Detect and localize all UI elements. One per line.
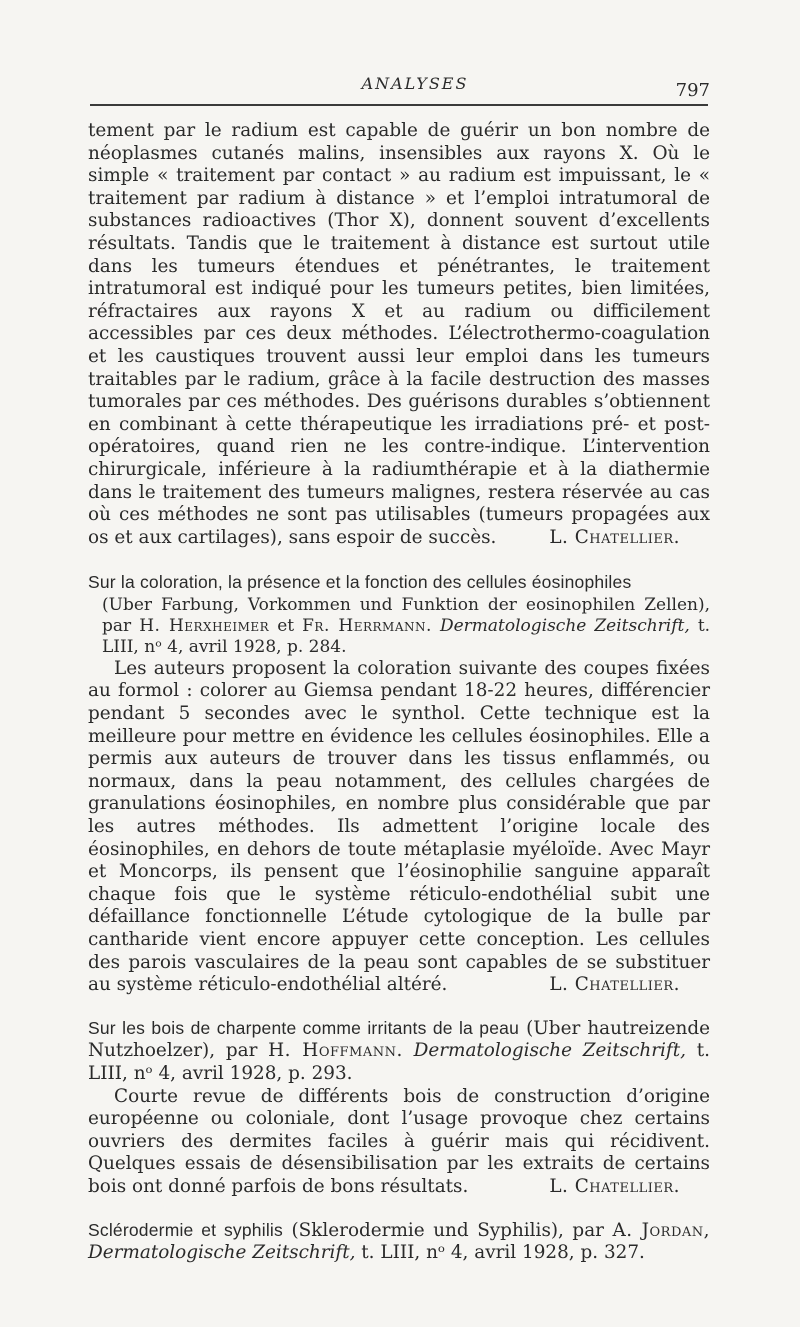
review-eosinophiles bbox=[88, 571, 710, 997]
paragraph-text: tement par le radium est capable de guérir un bon nombre de néoplasmes cutanés malins, insensibles aux rayons X. Où le simple « traitement par contact » au radium est impuissant, le « traitement par radium à distance » et l’emploi intratumoral de substances radioactives (Thor X), donnent souvent d’excellents résultats. Tandis que le traitement à distance est surtout utile dans les tumeurs étendues et pénétrantes, le traitement intratumoral est indiqué pour les tumeurs petites, bien limitées, réfractaires aux rayons X et au radium ou difficilement accessibles par ces deux méthodes. L’électrothermo-coagulation et les caustiques trouvent aussi leur emploi dans les tumeurs traitables par le radium, grâce à la facile destruction des masses tumorales par ces méthodes. Des guérisons durables s’obtiennent en combinant à cette thérapeutique les irradiations pré- et post-opératoires, quand rien ne les contre-indique. L’intervention chirurgicale, inférieure à la radiumthérapie et à la diathermie dans le traitement des tumeurs malignes, restera réservée au cas où ces méthodes ne sont pas utilisables (tumeurs propagées aux os et aux cartilages), sans espoir de succès. bbox=[88, 120, 710, 548]
paragraph-text: Les auteurs proposent la coloration suivante des coupes fixées au formol : colorer au Giemsa pendant 18-22 heures, différencier pendant 5 secondes avec le synthol. Cette technique est la meilleure pour mettre en évidence les cellules éosinophiles. Elle a permis aux auteurs de trouver dans les tissus enflammés, ou normaux, dans la peau notamment, des cellules chargées de granulations éosinophiles, en nombre plus considérable que par les autres méthodes. Ils admettent l’origine locale des éosinophiles, en dehors de toute métaplasie myéloïde. Avec Mayr et Moncorps, ils pensent que l’éosinophilie sanguine apparaît chaque fois que le système réticulo-endothélial subit une défaillance fonctionnelle L’étude cytologique de la bulle par cantharide vient encore appuyer cette conception. Les cellules des parois vasculaires de la peau sont capables de se substituer au système réticulo-endothélial altéré. bbox=[88, 657, 710, 996]
running-head: ANALYSES bbox=[361, 74, 469, 93]
page-number: 797 bbox=[675, 80, 710, 101]
author-name: A. Jordan, bbox=[612, 1219, 710, 1241]
article-body bbox=[88, 120, 710, 1265]
author-name: H. Herxheimer bbox=[139, 615, 270, 636]
author-signature: L. Chatellier. bbox=[549, 526, 680, 548]
issue-info: t. LIII, nᵒ 4, avril 1928, p. 293. bbox=[88, 1040, 710, 1084]
author-name: Fr. Herrmann. bbox=[302, 615, 432, 636]
journal-name: Dermatologische Zeitschrift, bbox=[439, 615, 690, 636]
original-title: (Uber Farbung, Vorkommen und Funktion der eosinophilen Zellen), par bbox=[102, 594, 710, 636]
paragraph-text: Courte revue de différents bois de construction d’origine européenne ou coloniale, dont l’usage provoque chez certains ouvriers des dermites faciles à guérir mais qui récidivent. Quelques essais de désensibilisation par les extraits de certains bois ont donné parfois de bons résultats. bbox=[88, 1085, 710, 1197]
review-bois-de-charpente bbox=[88, 1017, 710, 1199]
continuation-paragraph bbox=[88, 120, 710, 549]
review-title: Sur les bois de charpente comme irritants de la peau bbox=[88, 1017, 520, 1038]
issue-info: t. LIII, nᵒ 4, avril 1928, p. 284. bbox=[102, 615, 711, 657]
conjunction: et bbox=[277, 615, 295, 636]
original-title: (Uber hautreizende Nutzhoelzer), par bbox=[88, 1017, 710, 1062]
review-heading bbox=[88, 571, 710, 595]
header-rule bbox=[90, 104, 708, 106]
review-heading bbox=[88, 1017, 710, 1086]
page-header bbox=[90, 74, 710, 106]
review-title: Sur la coloration, la présence et la fonction des cellules éosinophiles bbox=[88, 572, 632, 593]
author-name: H. Hoffmann. bbox=[268, 1040, 403, 1062]
original-title: (Sklerodermie und Syphilis), par bbox=[291, 1219, 604, 1241]
bibliographic-reference bbox=[88, 595, 710, 658]
issue-info: t. LIII, nᵒ 4, avril 1928, p. 327. bbox=[361, 1242, 645, 1264]
review-sclerodermie bbox=[88, 1219, 710, 1265]
author-signature: L. Chatellier. bbox=[549, 1175, 680, 1197]
journal-name: Dermatologische Zeitschrift, bbox=[413, 1040, 686, 1062]
author-signature: L. Chatellier. bbox=[549, 974, 680, 996]
review-title: Sclérodermie et syphilis bbox=[88, 1219, 283, 1240]
review-heading bbox=[88, 1219, 710, 1265]
journal-name: Dermatologische Zeitschrift, bbox=[88, 1242, 356, 1264]
review-paragraph bbox=[88, 658, 710, 997]
